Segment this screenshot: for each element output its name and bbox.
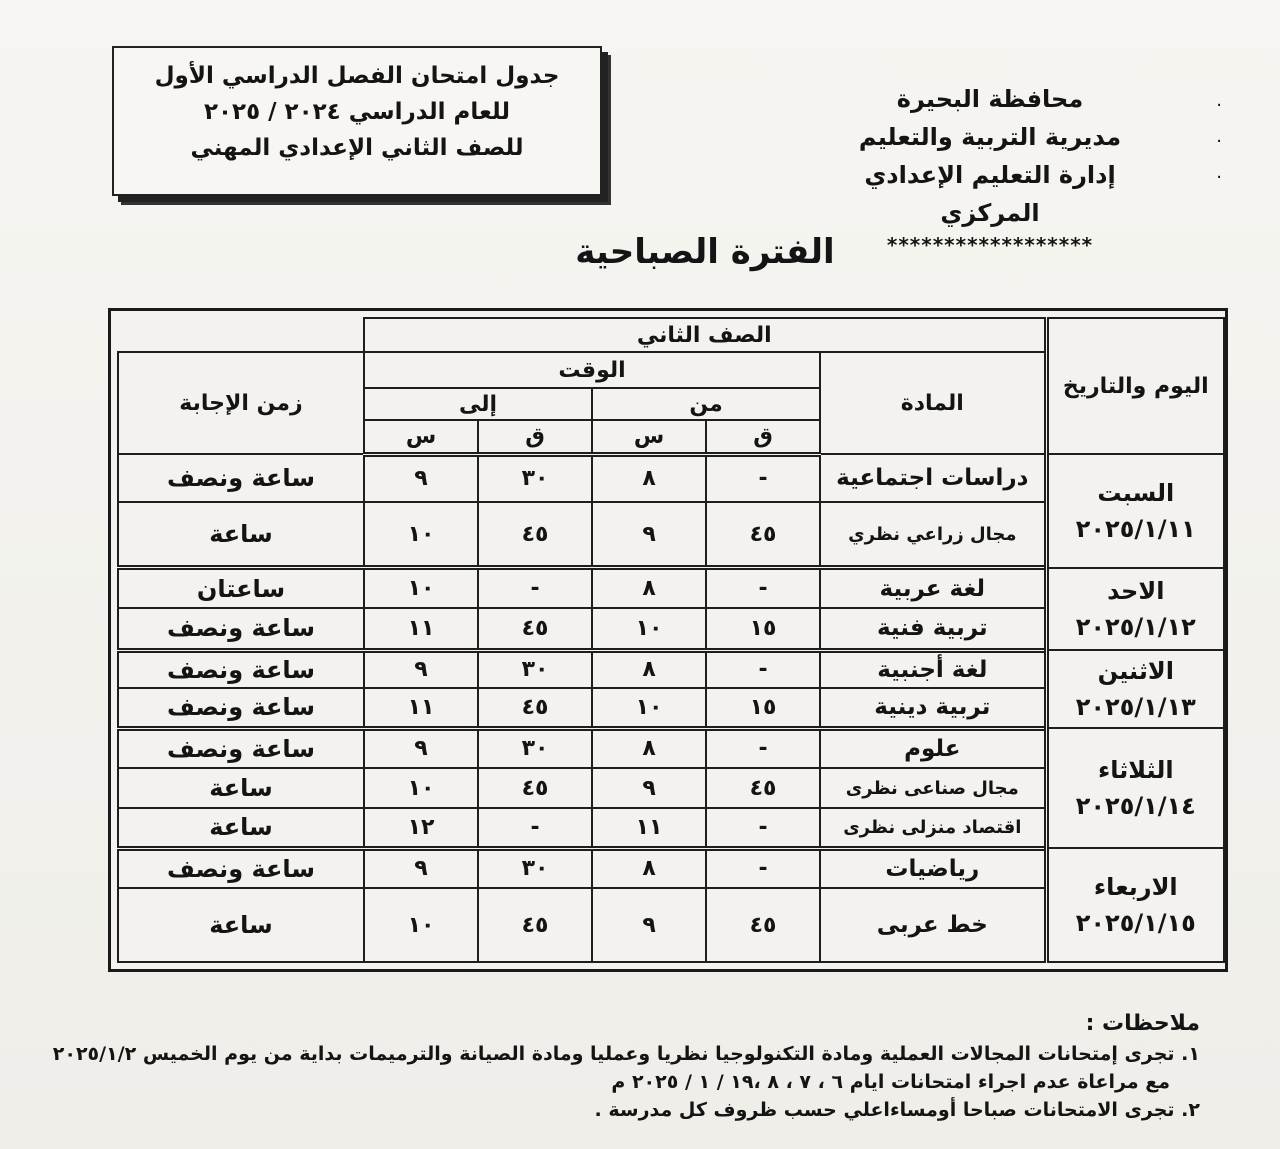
subject-cell: رياضيات (820, 848, 1046, 888)
from-minute-cell: ٤٥ (706, 888, 820, 962)
to-hour-cell: ٩ (364, 728, 478, 768)
to-minute-cell: - (478, 808, 592, 848)
subject-cell: علوم (820, 728, 1046, 768)
duration-cell: ساعة ونصف (118, 848, 364, 888)
schedule-title-box (112, 46, 602, 196)
header-to: إلى (364, 388, 592, 420)
from-hour-cell: ٨ (592, 568, 706, 608)
title-line-3: للصف الثاني الإعدادي المهني (190, 135, 524, 161)
day-name: الاثنين (1097, 657, 1174, 685)
duration-cell: ساعة ونصف (118, 728, 364, 768)
from-minute-cell: - (706, 848, 820, 888)
day-cell (1046, 568, 1224, 650)
to-minute-cell: ٤٥ (478, 608, 592, 650)
header-grade: الصف الثاني (364, 318, 1046, 352)
from-minute-cell: ٤٥ (706, 502, 820, 567)
duration-cell: ساعة ونصف (118, 688, 364, 728)
day-date: ٢٠٢٥/١/١٣ (1075, 693, 1196, 721)
from-minute-cell: ١٥ (706, 608, 820, 650)
duration-cell: ساعة (118, 808, 364, 848)
header-duration: زمن الإجابة (118, 352, 364, 454)
day-name: الاحد (1107, 576, 1165, 605)
note-1-continued: مع مراعاة عدم اجراء امتحانات ايام ٦ ، ٧ ، ٨ ،١٩ / ١ / ٢٠٢٥ م (611, 1071, 1170, 1093)
header-day-date: اليوم والتاريخ (1046, 318, 1224, 454)
period-title: الفترة الصباحية (575, 232, 835, 272)
from-minute-cell: - (706, 454, 820, 502)
to-minute-cell: ٣٠ (478, 454, 592, 502)
to-minute-cell: ٤٥ (478, 502, 592, 567)
to-minute-cell: ٤٥ (478, 888, 592, 962)
from-hour-cell: ٨ (592, 650, 706, 688)
duration-cell: ساعة ونصف (118, 650, 364, 688)
to-minute-cell: ٤٥ (478, 768, 592, 808)
duration-cell: ساعة (118, 768, 364, 808)
subject-cell: دراسات اجتماعية (820, 454, 1046, 502)
exam-table (117, 317, 1225, 963)
note-2: ٢. تجرى الامتحانات صباحا أومساءاعلي حسب ظروف كل مدرسة . (594, 1099, 1200, 1121)
day-cell (1046, 454, 1224, 568)
duration-cell: ساعة ونصف (118, 454, 364, 502)
to-hour-cell: ١٠ (364, 502, 478, 567)
day-date: ٢٠٢٥/١/١٢ (1075, 612, 1196, 641)
to-minute-cell: - (478, 568, 592, 608)
duration-cell: ساعة (118, 502, 364, 567)
to-hour-cell: ١٠ (364, 568, 478, 608)
header-subject: المادة (820, 352, 1046, 454)
issuer-header (820, 80, 1160, 258)
subject-cell: لغة أجنبية (820, 650, 1046, 688)
decorative-dots: · · · (1216, 95, 1222, 188)
subject-cell: تربية دينية (820, 688, 1046, 728)
from-hour-cell: ٨ (592, 454, 706, 502)
from-hour-cell: ٩ (592, 502, 706, 567)
notes-title: ملاحظات : (1085, 1011, 1200, 1036)
from-hour-cell: ٨ (592, 848, 706, 888)
to-hour-cell: ١٠ (364, 888, 478, 962)
to-hour-cell: ١٠ (364, 768, 478, 808)
note-1: ١. تجرى إمتحانات المجالات العملية ومادة التكنولوجيا نظريا وعمليا ومادة الصيانة والترميمات بداية من يوم الخميس ٢٠٢٥/١/٢ (52, 1043, 1200, 1065)
from-hour-cell: ١٠ (592, 608, 706, 650)
subject-cell: خط عربى (820, 888, 1046, 962)
subject-cell: اقتصاد منزلى نظرى (820, 808, 1046, 848)
from-hour-cell: ٩ (592, 888, 706, 962)
to-minute-cell: ٣٠ (478, 848, 592, 888)
governorate-line: محافظة البحيرة (896, 85, 1084, 113)
from-hour-cell: ١٠ (592, 688, 706, 728)
to-hour-cell: ١١ (364, 608, 478, 650)
administration-line: إدارة التعليم الإعدادي المركزي (864, 161, 1116, 227)
to-minute-cell: ٤٥ (478, 688, 592, 728)
from-minute-cell: - (706, 650, 820, 688)
duration-cell: ساعة (118, 888, 364, 962)
day-cell (1046, 650, 1224, 728)
header-from-minute: ق (706, 420, 820, 454)
to-hour-cell: ١١ (364, 688, 478, 728)
from-minute-cell: - (706, 728, 820, 768)
from-hour-cell: ١١ (592, 808, 706, 848)
header-to-minute: ق (478, 420, 592, 454)
header-from-hour: س (592, 420, 706, 454)
day-name: السبت (1097, 478, 1175, 507)
to-hour-cell: ٩ (364, 454, 478, 502)
header-from: من (592, 388, 820, 420)
duration-cell: ساعتان (118, 568, 364, 608)
to-hour-cell: ٩ (364, 848, 478, 888)
exam-table-frame (108, 308, 1228, 972)
day-name: الاربعاء (1093, 873, 1178, 902)
from-minute-cell: - (706, 568, 820, 608)
day-date: ٢٠٢٥/١/١٤ (1075, 792, 1196, 821)
stars-divider: ****************** (886, 233, 1094, 257)
subject-cell: تربية فنية (820, 608, 1046, 650)
from-hour-cell: ٩ (592, 768, 706, 808)
to-hour-cell: ١٢ (364, 808, 478, 848)
title-line-2: للعام الدراسي ٢٠٢٤ / ٢٠٢٥ (203, 99, 511, 125)
from-minute-cell: - (706, 808, 820, 848)
duration-cell: ساعة ونصف (118, 608, 364, 650)
to-hour-cell: ٩ (364, 650, 478, 688)
from-minute-cell: ١٥ (706, 688, 820, 728)
title-line-1: جدول امتحان الفصل الدراسي الأول (154, 63, 560, 89)
subject-cell: لغة عربية (820, 568, 1046, 608)
to-minute-cell: ٣٠ (478, 728, 592, 768)
from-hour-cell: ٨ (592, 728, 706, 768)
from-minute-cell: ٤٥ (706, 768, 820, 808)
day-date: ٢٠٢٥/١/١٥ (1075, 909, 1196, 938)
to-minute-cell: ٣٠ (478, 650, 592, 688)
day-cell (1046, 848, 1224, 962)
notes-section (50, 1010, 1200, 1124)
header-time: الوقت (364, 352, 820, 388)
subject-cell: مجال زراعي نظري (820, 502, 1046, 567)
header-to-hour: س (364, 420, 478, 454)
day-cell (1046, 728, 1224, 848)
subject-cell: مجال صناعى نظرى (820, 768, 1046, 808)
day-name: الثلاثاء (1098, 756, 1174, 785)
day-date: ٢٠٢٥/١/١١ (1075, 514, 1196, 543)
directorate-line: مديرية التربية والتعليم (858, 123, 1122, 151)
